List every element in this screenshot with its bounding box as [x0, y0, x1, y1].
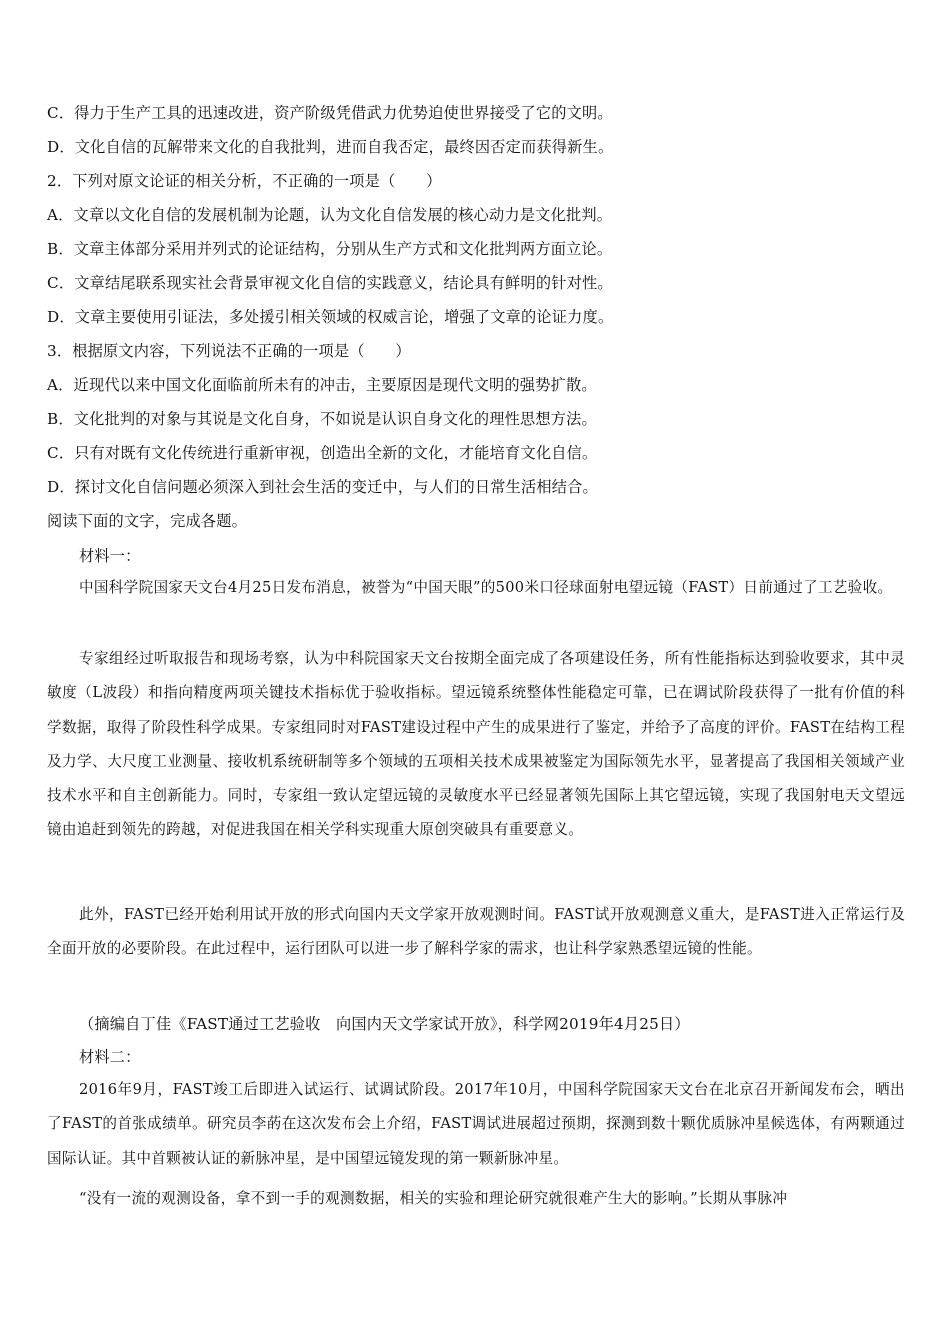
- material2-paragraph: “没有一流的观测设备，拿不到一手的观测数据，相关的实验和理论研究就很难产生大的影响。”长期从事脉冲: [79, 1190, 788, 1207]
- q2-option-d: D．文章主要使用引证法，多处援引相关领域的权威言论，增强了文章的论证力度。: [47, 308, 614, 326]
- q3-option-c: C．只有对既有文化传统进行重新审视，创造出全新的文化，才能培育文化自信。: [47, 444, 598, 462]
- material2-paragraph: 2016年9月，FAST竣工后即进入试运行、试调试阶段。2017年10月，中国科学院国家天文台在北京召开新闻发布会，晒出了FAST的首张成绩单。研究员李菂在这次发布会上介绍，FAST调试进展超过预期，探测到数十颗优质脉冲星候选体，有两颗通过国际认证。其中首颗被认证的新脉冲星，是中国望远镜发现的第一颗新脉冲星。: [47, 1081, 905, 1167]
- q3-stem: 3．根据原文内容，下列说法不正确的一项是（ ）: [47, 342, 411, 360]
- material1-heading: 材料一：: [79, 547, 141, 565]
- q2-option-a: A．文章以文化自信的发展机制为论题，认为文化自信发展的核心动力是文化批判。: [47, 206, 613, 224]
- q1-option-d: D．文化自信的瓦解带来文化的自我批判，进而自我否定，最终因否定而获得新生。: [47, 138, 614, 156]
- material1-paragraph: 此外，FAST已经开始利用试开放的形式向国内天文学家开放观测时间。FAST试开放观测意义重大，是FAST进入正常运行及全面开放的必要阶段。在此过程中，运行团队可以进一步了解科学家的需求，也让科学家熟悉望远镜的性能。: [47, 906, 905, 958]
- q2-option-c: C．文章结尾联系现实社会背景审视文化自信的实践意义，结论具有鲜明的针对性。: [47, 274, 613, 292]
- reading-instruction: 阅读下面的文字，完成各题。: [47, 512, 248, 530]
- material1-paragraph: 中国科学院国家天文台4月25日发布消息，被誉为“中国天眼”的500米口径球面射电望远镜（FAST）日前通过了工艺验收。: [79, 579, 893, 596]
- q2-stem: 2．下列对原文论证的相关分析，不正确的一项是（ ）: [47, 172, 442, 190]
- material1-source: （摘编自丁佳《FAST通过工艺验收 向国内天文学家试开放》，科学网2019年4月25日）: [79, 1015, 690, 1033]
- material1-paragraph: 专家组经过听取报告和现场考察，认为中科院国家天文台按期全面完成了各项建设任务，所有性能指标达到验收要求，其中灵敏度（L波段）和指向精度两项关键技术指标优于验收指标。望远镜系统整体性能稳定可靠，已在调试阶段获得了一批有价值的科学数据，取得了阶段性科学成果。专家组同时对FAST建设过程中产生的成果进行了鉴定，并给予了高度的评价。FAST在结构工程及力学、大尺度工业测量、接收机系统研制等多个领域的五项相关技术成果被鉴定为国际领先水平，显著提高了我国相关领域产业技术水平和自主创新能力。同时，专家组一致认定望远镜的灵敏度水平已经显著领先国际上其它望远镜，实现了我国射电天文望远镜由追赶到领先的跨越，对促进我国在相关学科实现重大原创突破具有重要意义。: [47, 650, 905, 839]
- q1-option-c: C．得力于生产工具的迅速改进，资产阶级凭借武力优势迫使世界接受了它的文明。: [47, 104, 613, 122]
- q3-option-b: B．文化批判的对象与其说是文化自身，不如说是认识自身文化的理性思想方法。: [47, 410, 597, 428]
- q3-option-a: A．近现代以来中国文化面临前所未有的冲击，主要原因是现代文明的强势扩散。: [47, 376, 597, 394]
- q2-option-b: B．文章主体部分采用并列式的论证结构，分别从生产方式和文化批判两方面立论。: [47, 240, 613, 258]
- material2-heading: 材料二：: [79, 1048, 141, 1066]
- q3-option-d: D．探讨文化自信问题必须深入到社会生活的变迁中，与人们的日常生活相结合。: [47, 478, 598, 496]
